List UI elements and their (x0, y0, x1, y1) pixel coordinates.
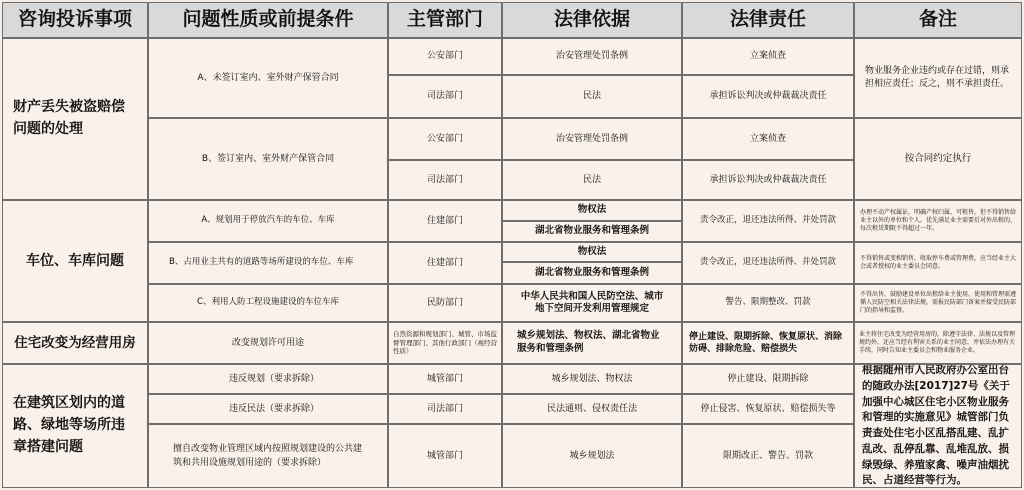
condition-cell: 擅自改变物业管理区域内按照规划建设的公共建筑和共用设施规划用途的（要求拆除） (148, 424, 388, 488)
liability-cell: 停止建设、限期拆除 (682, 364, 854, 394)
group-title-property-loss: 财产丢失被盗赔偿问题的处理 (2, 38, 148, 200)
department-cell: 公安部门 (388, 118, 502, 160)
header-legal-liability: 法律责任 (682, 2, 854, 38)
legal-basis-cell: 城乡规划法 (502, 424, 682, 488)
condition-cell: B、签订室内、室外财产保管合同 (148, 118, 388, 200)
condition-cell: 违反规划（要求拆除） (148, 364, 388, 394)
remarks-cell: 不得销售或变相销售，收取停车费或管理费，应当经业主大会或者授权的业主委员会同意。 (854, 242, 1022, 284)
department-cell: 自然资源和规划部门、城管、市场监督管理部门、其他行政部门（视经营性质） (388, 322, 502, 364)
legal-basis-cell: 中华人民共和国人民防空法、城市地下空间开发利用管理规定 (502, 284, 682, 322)
department-cell: 住建部门 (388, 200, 502, 242)
remarks-cell: 按合同约定执行 (854, 118, 1022, 200)
liability-cell: 承担诉讼判决或仲裁裁决责任 (682, 160, 854, 200)
remarks-cell: 不得出售，鼓励建设单位出租给业主使用，使用和管理需遵循人民防空相关法律法规，需报民防部门备案并接受民防部门的指导和监督。 (854, 284, 1022, 322)
header-remarks: 备注 (854, 2, 1022, 38)
remarks-cell: 根据随州市人民政府办公室出台的随政办法[2017]27号《关于加强中心城区住宅小区物业服务和管理的实施意见》城管部门负责查处住宅小区乱搭乱建、乱扩乱改、乱停乱靠、乱堆乱放、损绿毁绿、养殖家禽、噪声油烟扰民、占道经营等行为。 (854, 364, 1022, 488)
condition-cell: 违反民法（要求拆除） (148, 394, 388, 424)
department-cell: 住建部门 (388, 242, 502, 284)
legal-basis-cell: 物权法 (502, 242, 682, 262)
liability-cell: 责令改正，退还违法所得、并处罚款 (682, 200, 854, 242)
header-matter: 咨询投诉事项 (2, 2, 148, 38)
liability-cell: 承担诉讼判决或仲裁裁决责任 (682, 75, 854, 118)
liability-cell: 立案侦查 (682, 118, 854, 160)
group-title-parking: 车位、车库问题 (2, 200, 148, 322)
condition-cell: 改变规划许可用途 (148, 322, 388, 364)
legal-basis-cell: 民法 (502, 75, 682, 118)
legal-basis-cell: 治安管理处罚条例 (502, 38, 682, 75)
liability-cell: 警告、限期整改、罚款 (682, 284, 854, 322)
condition-cell: C、利用人防工程设施建设的车位车库 (148, 284, 388, 322)
header-legal-basis: 法律依据 (502, 2, 682, 38)
legal-basis-cell: 城乡规划法、物权法 (502, 364, 682, 394)
department-cell: 司法部门 (388, 160, 502, 200)
legal-basis-cell: 民法通则、侵权责任法 (502, 394, 682, 424)
condition-cell: A、规划用于停放汽车的车位、车库 (148, 200, 388, 242)
liability-cell: 立案侦查 (682, 38, 854, 75)
department-cell: 城管部门 (388, 364, 502, 394)
department-cell: 公安部门 (388, 38, 502, 75)
legal-basis-cell: 民法 (502, 160, 682, 200)
liability-cell: 责令改正，退还违法所得、并处罚款 (682, 242, 854, 284)
condition-cell: B、占用业主共有的道路等场所建设的车位、车库 (148, 242, 388, 284)
department-cell: 司法部门 (388, 394, 502, 424)
legal-basis-cell: 物权法 (502, 200, 682, 221)
liability-cell: 停止侵害、恢复原状、赔偿损失等 (682, 394, 854, 424)
group-title-residential-to-business: 住宅改变为经营用房 (2, 322, 148, 364)
department-cell: 民防部门 (388, 284, 502, 322)
liability-cell: 停止建设、限期拆除、恢复原状、消除妨碍、排除危险、赔偿损失 (682, 322, 854, 364)
department-cell: 司法部门 (388, 75, 502, 118)
header-department: 主管部门 (388, 2, 502, 38)
header-condition: 问题性质或前提条件 (148, 2, 388, 38)
remarks-cell: 业主将住宅改变为经营用房的，除遵守法律、法规以及管理规约外，还应当经有利害关系的业主同意，并依法办理有关手续，同时告知业主委员会和物业服务企业。 (854, 322, 1022, 364)
legal-basis-cell: 城乡规划法、物权法、湖北省物业服务和管理条例 (502, 322, 682, 364)
legal-basis-cell: 治安管理处罚条例 (502, 118, 682, 160)
remarks-cell: 物业服务企业违约或存在过错，则承担相应责任；反之，则不承担责任。 (854, 38, 1022, 118)
legal-basis-cell: 湖北省物业服务和管理条例 (502, 221, 682, 242)
legal-basis-cell: 湖北省物业服务和管理条例 (502, 262, 682, 284)
condition-cell: A、未签订室内、室外财产保管合同 (148, 38, 388, 118)
department-cell: 城管部门 (388, 424, 502, 488)
liability-cell: 限期改正、警告、罚款 (682, 424, 854, 488)
remarks-cell: 办理不动产权属证，明确产权归属，可租售，但不得销售给业主以外的单位和个人。优先满足业主需要后对外出租的，每次租赁期限不得超过一年。 (854, 200, 1022, 242)
group-title-illegal-construction: 在建筑区划内的道路、绿地等场所违章搭建问题 (2, 364, 148, 488)
